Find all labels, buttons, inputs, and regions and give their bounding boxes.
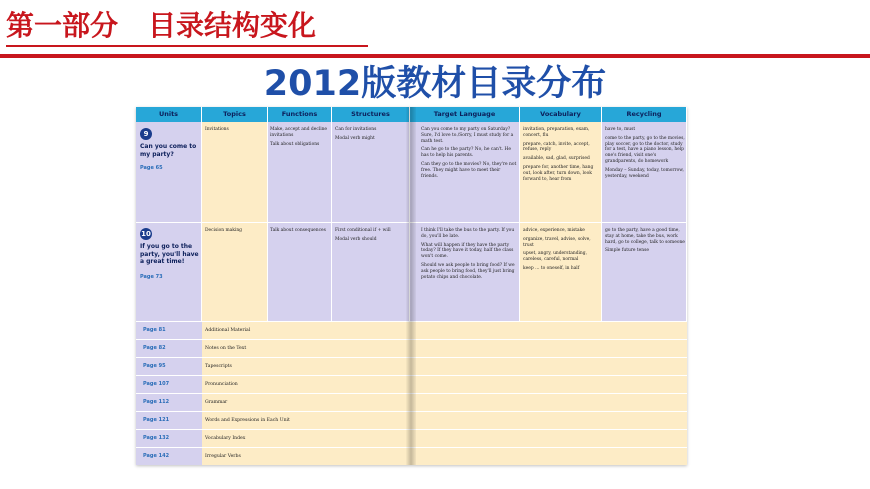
header-part: 第一部分: [6, 9, 119, 42]
unit-topic: Invitations: [205, 127, 229, 132]
column-header-recycling: Recycling: [602, 107, 687, 122]
appendix-page: Page 107: [136, 376, 202, 393]
unit-structures: First conditional if + will Modal verb should: [335, 228, 391, 242]
appendix-page: Page 81: [136, 322, 202, 339]
appendix-label: Pronunciation: [205, 382, 238, 387]
slide-header: [6, 4, 316, 44]
unit-recycling: go to the party, have a good time, stay at home, take the bus, work hard, go to college, talk to someone Simple future tense: [605, 228, 685, 254]
column-header-units: Units: [136, 107, 202, 122]
appendix-label: Additional Material: [205, 328, 251, 333]
appendix-label: Grammar: [205, 400, 228, 405]
header-underline: [6, 45, 368, 47]
column-header-vocabulary: Vocabulary: [520, 107, 602, 122]
unit-vocabulary: invitation, preparation, exam, concert, flu prepare, catch, invite, accept, refuse, reply available, sad, glad, surprised prepare for, another time, hang out, look after, turn down, look forward to, hear from: [523, 127, 594, 182]
book-gutter: [406, 107, 416, 465]
appendix-page: Page 82: [136, 340, 202, 357]
unit-recycling: have to, must come to the party, go to the movies, play soccer, go to the doctor, study for a test, have a piano lesson, help one's friend, visit one's grandparents, do homework Monday – Sunday, today, tomorrow, yesterday, weekend: [605, 127, 685, 179]
appendix-page: Page 95: [136, 358, 202, 375]
unit-title: Can you come to my party?: [140, 143, 197, 158]
appendix-label: Vocabulary Index: [205, 436, 246, 441]
unit-target-language: I think I'll take the bus to the party. If you do, you'll be late. What will happen if they have the party today? If they have it today, half the class won't come. Should we ask people to bring food? If we ask people to bring food, they'll just bring potato chips and chocolate.: [421, 228, 515, 280]
unit-page: Page 73: [140, 274, 163, 280]
unit-functions: Talk about consequences: [270, 228, 326, 233]
unit-topic: Decision making: [205, 228, 242, 233]
column-header-topics: Topics: [202, 107, 268, 122]
slide-title: 2012版教材目录分布: [263, 64, 607, 104]
appendix-page: Page 112: [136, 394, 202, 411]
appendix-page: Page 132: [136, 430, 202, 447]
appendix-label: Words and Expressions in Each Unit: [205, 418, 290, 423]
textbook-contents-page: [136, 107, 687, 465]
unit-structures: Can for invitations Modal verb might: [335, 127, 377, 141]
column-header-functions: Functions: [268, 107, 332, 122]
column-header-target-language: Target Language: [410, 107, 520, 122]
unit-target-language: Can you come to my party on Saturday? Sure, I'd love to./Sorry, I must study for a math test. Can he go to the party? No, he can't. He has to help his parents. Can they go to the movies? No, they're not free. They might have to meet their friends.: [421, 127, 517, 179]
appendix-label: Notes on the Text: [205, 346, 247, 351]
column-header-structures: Structures: [332, 107, 410, 122]
appendix-page: Page 121: [136, 412, 202, 429]
appendix-page: Page 142: [136, 448, 202, 465]
unit-number-badge: 9: [140, 128, 152, 140]
appendix-label: Tapescripts: [205, 364, 232, 369]
appendix-label: Irregular Verbs: [205, 454, 241, 459]
header-divider: [0, 54, 870, 58]
unit-vocabulary: advice, experience, mistake organize, travel, advise, solve, trust upset, angry, understanding, careless, careful, normal keep … to oneself, in half: [523, 228, 591, 271]
unit-functions: Make, accept and decline invitations Talk about obligations: [270, 127, 328, 147]
header-section: 目录结构变化: [148, 9, 317, 42]
unit-page: Page 65: [140, 165, 163, 171]
unit-number-badge: 10: [141, 230, 151, 238]
unit-title: If you go to the party, you'll have a great time!: [140, 243, 199, 265]
